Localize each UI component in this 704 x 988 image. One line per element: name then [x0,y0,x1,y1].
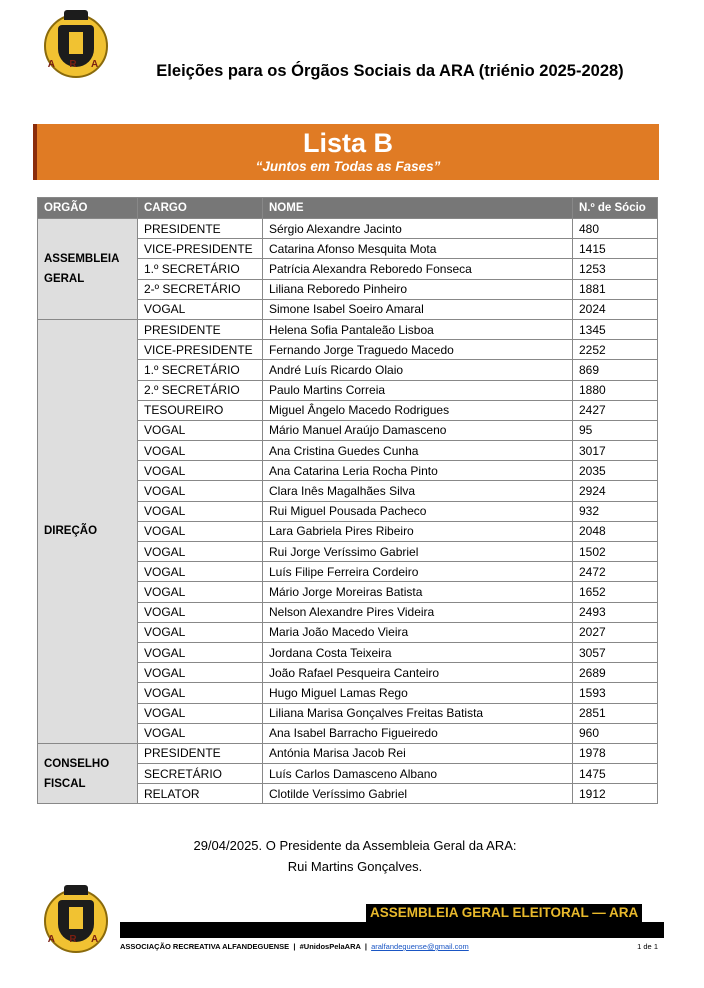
socio-cell: 1593 [573,683,658,703]
socio-cell: 3017 [573,441,658,461]
logo-letters: A R A [47,934,105,945]
col-header-socio: N.º de Sócio [573,198,658,219]
table-row [38,319,658,339]
cargo-cell: VOGAL [138,461,263,481]
nome-cell: Patrícia Alexandra Reboredo Fonseca [263,259,573,279]
nome-cell: Mário Jorge Moreiras Batista [263,582,573,602]
nome-cell: Mário Manuel Araújo Damasceno [263,420,573,440]
footer-separator: | [364,942,367,951]
nome-cell: Maria João Macedo Vieira [263,622,573,642]
cargo-cell: RELATOR [138,784,263,804]
cargo-cell: VOGAL [138,683,263,703]
socio-cell: 2851 [573,703,658,723]
nome-cell: Luís Filipe Ferreira Cordeiro [263,562,573,582]
cargo-cell: VOGAL [138,299,263,319]
cargo-cell: VOGAL [138,481,263,501]
socio-cell: 2024 [573,299,658,319]
cargo-cell: PRESIDENTE [138,319,263,339]
nome-cell: Luís Carlos Damasceno Albano [263,764,573,784]
ara-logo-footer [44,889,108,953]
cargo-cell: VOGAL [138,521,263,541]
socio-cell: 1475 [573,764,658,784]
nome-cell: Sérgio Alexandre Jacinto [263,219,573,239]
table-row [38,743,658,763]
cargo-cell: VOGAL [138,542,263,562]
footer-org: ASSOCIAÇÃO RECREATIVA ALFANDEGUENSE [120,942,290,951]
list-title: Lista B [302,128,394,158]
nome-cell: Ana Catarina Leria Rocha Pinto [263,461,573,481]
footer-email-link[interactable]: aralfandeguense@gmail.com [371,942,469,951]
orgao-cell: ASSEMBLEIA GERAL [38,219,138,320]
socio-cell: 2493 [573,602,658,622]
cargo-cell: VICE-PRESIDENTE [138,340,263,360]
cargo-cell: VOGAL [138,501,263,521]
orgao-cell: CONSELHO FISCAL [38,743,138,804]
socio-cell: 95 [573,420,658,440]
signature-name: Rui Martins Gonçalves. [287,859,423,874]
socio-cell: 2252 [573,340,658,360]
cargo-cell: 2.º SECRETÁRIO [138,380,263,400]
socio-cell: 1881 [573,279,658,299]
footer [120,942,660,951]
list-banner [33,124,659,180]
nome-cell: Clara Inês Magalhães Silva [263,481,573,501]
socio-cell: 480 [573,219,658,239]
socio-cell: 1912 [573,784,658,804]
nome-cell: Liliana Reboredo Pinheiro [263,279,573,299]
socio-cell: 2689 [573,663,658,683]
page-indicator [637,942,658,951]
nome-cell: Clotilde Veríssimo Gabriel [263,784,573,804]
cargo-cell: 1.º SECRETÁRIO [138,360,263,380]
cargo-cell: VOGAL [138,602,263,622]
nome-cell: Paulo Martins Correia [263,380,573,400]
table-row [38,219,658,239]
cargo-cell: VOGAL [138,420,263,440]
cargo-cell: VOGAL [138,562,263,582]
col-header-orgao: ORGÃO [38,198,138,219]
socio-cell: 2027 [573,622,658,642]
socio-cell: 2924 [573,481,658,501]
nome-cell: Simone Isabel Soeiro Amaral [263,299,573,319]
nome-cell: Nelson Alexandre Pires Videira [263,602,573,622]
footer-hashtag: #UnidosPelaARA [299,942,361,951]
nome-cell: Rui Miguel Pousada Pacheco [263,501,573,521]
footer-bar [120,922,664,938]
cargo-cell: VOGAL [138,703,263,723]
nome-cell: Miguel Ângelo Macedo Rodrigues [263,400,573,420]
nome-cell: Hugo Miguel Lamas Rego [263,683,573,703]
ara-logo [44,14,108,78]
socio-cell: 2472 [573,562,658,582]
footer-separator: | [293,942,296,951]
socio-cell: 1502 [573,542,658,562]
nome-cell: Fernando Jorge Traguedo Macedo [263,340,573,360]
socio-cell: 1253 [573,259,658,279]
cargo-cell: PRESIDENTE [138,219,263,239]
page-total: 1 [653,942,658,951]
nome-cell: João Rafael Pesqueira Canteiro [263,663,573,683]
cargo-cell: VOGAL [138,441,263,461]
cargo-cell: 2-º SECRETÁRIO [138,279,263,299]
cargo-cell: SECRETÁRIO [138,764,263,784]
eleitoral-banner: ASSEMBLEIA GERAL ELEITORAL — ARA [366,904,642,922]
socio-cell: 932 [573,501,658,521]
table-header-row [38,198,658,219]
socio-cell: 1978 [573,743,658,763]
signature-date-line: 29/04/2025. O Presidente da Assembleia Geral da ARA: [193,838,517,853]
nome-cell: Liliana Marisa Gonçalves Freitas Batista [263,703,573,723]
nome-cell: Ana Isabel Barracho Figueiredo [263,723,573,743]
page-number: 1 [637,942,642,951]
tower-icon [69,907,83,929]
socio-cell: 2427 [573,400,658,420]
socio-cell: 2035 [573,461,658,481]
nome-cell: Helena Sofia Pantaleão Lisboa [263,319,573,339]
cargo-cell: VICE-PRESIDENTE [138,239,263,259]
nome-cell: Antónia Marisa Jacob Rei [263,743,573,763]
nome-cell: Lara Gabriela Pires Ribeiro [263,521,573,541]
tower-icon [69,32,83,54]
cargo-cell: TESOUREIRO [138,400,263,420]
nome-cell: Catarina Afonso Mesquita Mota [263,239,573,259]
socio-cell: 3057 [573,642,658,662]
page-title: Eleições para os Órgãos Sociais da ARA (triénio 2025-2028) [156,62,624,80]
socio-cell: 1880 [573,380,658,400]
orgao-cell: DIREÇÃO [38,319,138,743]
nome-cell: Jordana Costa Teixeira [263,642,573,662]
socio-cell: 869 [573,360,658,380]
cargo-cell: VOGAL [138,642,263,662]
socio-cell: 1345 [573,319,658,339]
col-header-cargo: CARGO [138,198,263,219]
crown-icon [64,885,88,895]
socio-cell: 960 [573,723,658,743]
nome-cell: André Luís Ricardo Olaio [263,360,573,380]
cargo-cell: VOGAL [138,622,263,642]
nome-cell: Ana Cristina Guedes Cunha [263,441,573,461]
list-slogan: “Juntos em Todas as Fases” [255,159,441,174]
socio-cell: 1652 [573,582,658,602]
cargo-cell: 1.º SECRETÁRIO [138,259,263,279]
socio-cell: 2048 [573,521,658,541]
cargo-cell: PRESIDENTE [138,743,263,763]
cargo-cell: VOGAL [138,723,263,743]
page-of: de [643,942,652,951]
socio-cell: 1415 [573,239,658,259]
candidates-table [37,197,658,804]
col-header-nome: NOME [263,198,573,219]
nome-cell: Rui Jorge Veríssimo Gabriel [263,542,573,562]
cargo-cell: VOGAL [138,582,263,602]
cargo-cell: VOGAL [138,663,263,683]
crown-icon [64,10,88,20]
logo-letters: A R A [47,59,105,70]
